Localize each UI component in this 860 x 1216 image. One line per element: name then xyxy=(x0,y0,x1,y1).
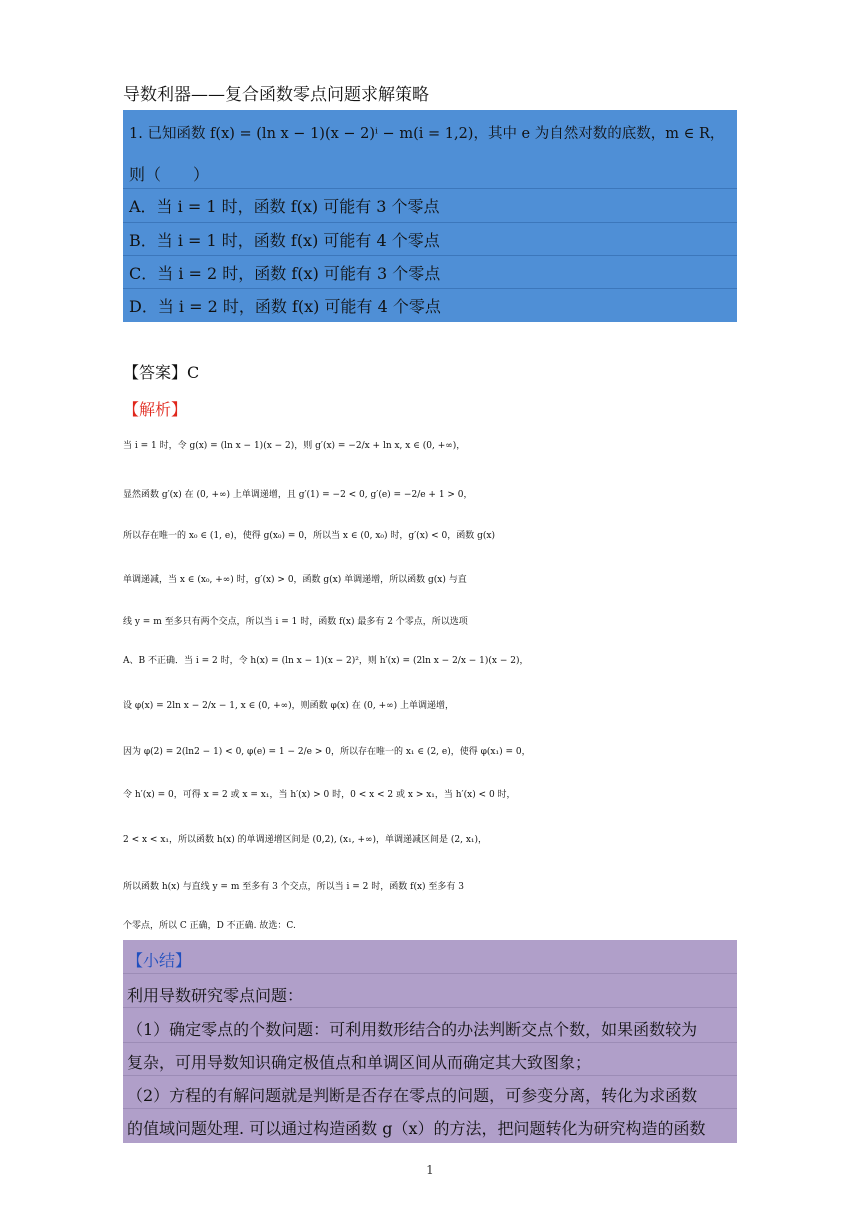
solution-line-8: 因为 φ(2) = 2(ln2 − 1) < 0, φ(e) = 1 − 2/e > 0，所以存在唯一的 x₁ ∈ (2, e)，使得 φ(x₁) = 0， xyxy=(123,747,531,757)
question-stem-line-1: 1. 已知函数 f(x) = (ln x − 1)(x − 2)ⁱ − m(i = 1,2)，其中 e 为自然对数的底数，m ∈ R， xyxy=(129,126,725,142)
option-b: B．当 i = 1 时，函数 f(x) 可能有 4 个零点 xyxy=(129,231,440,250)
option-d: D．当 i = 2 时，函数 f(x) 可能有 4 个零点 xyxy=(129,297,441,316)
solution-line-10: 2 < x < x₁，所以函数 h(x) 的单调递增区间是 (0,2), (x₁, +∞)，单调递减区间是 (2, x₁)， xyxy=(123,835,488,845)
summary-divider xyxy=(123,1075,737,1076)
question-box xyxy=(123,110,737,322)
option-c: C．当 i = 2 时，函数 f(x) 可能有 3 个零点 xyxy=(129,264,441,283)
summary-line-4: （2）方程的有解问题就是判断是否存在零点的问题，可参变分离，转化为求函数 xyxy=(127,1086,698,1105)
summary-line-5: 的值域问题处理. 可以通过构造函数 g（x）的方法，把问题转化为研究构造的函数 xyxy=(127,1119,706,1138)
document-title: 导数利器——复合函数零点问题求解策略 xyxy=(123,85,429,105)
solution-line-3: 所以存在唯一的 x₀ ∈ (1, e)，使得 g(x₀) = 0，所以当 x ∈ (0, x₀) 时，g′(x) < 0，函数 g(x) xyxy=(123,531,495,541)
summary-box xyxy=(123,940,737,1143)
summary-divider xyxy=(123,973,737,974)
solution-line-5: 线 y = m 至多只有两个交点，所以当 i = 1 时，函数 f(x) 最多有 2 个零点，所以选项 xyxy=(123,617,468,627)
solution-line-9: 令 h′(x) = 0，可得 x = 2 或 x = x₁，当 h′(x) > 0 时，0 < x < 2 或 x > x₁，当 h′(x) < 0 时， xyxy=(123,790,516,800)
solution-line-11: 所以函数 h(x) 与直线 y = m 至多有 3 个交点，所以当 i = 2 时，函数 f(x) 至多有 3 xyxy=(123,882,464,892)
solution-line-2: 显然函数 g′(x) 在 (0, +∞) 上单调递增，且 g′(1) = −2 < 0, g′(e) = −2/e + 1 > 0， xyxy=(123,490,473,500)
summary-line-3: 复杂，可用导数知识确定极值点和单调区间从而确定其大致图象； xyxy=(127,1053,592,1072)
question-divider xyxy=(123,222,737,223)
solution-line-4: 单调递减，当 x ∈ (x₀, +∞) 时，g′(x) > 0，函数 g(x) 单调递增，所以函数 g(x) 与直 xyxy=(123,575,467,585)
solution-line-7: 设 φ(x) = 2ln x − 2/x − 1, x ∈ (0, +∞)，则函数 φ(x) 在 (0, +∞) 上单调递增， xyxy=(123,701,454,711)
summary-heading: 【小结】 xyxy=(127,951,192,970)
page-number: 1 xyxy=(426,1163,434,1177)
question-divider xyxy=(123,255,737,256)
solution-line-6: A、B 不正确．当 i = 2 时，令 h(x) = (ln x − 1)(x − 2)²，则 h′(x) = (2ln x − 2/x − 1)(x − 2)， xyxy=(123,656,529,666)
summary-divider xyxy=(123,1108,737,1109)
question-divider xyxy=(123,188,737,189)
summary-line-2: （1）确定零点的个数问题：可利用数形结合的办法判断交点个数，如果函数较为 xyxy=(127,1020,698,1039)
solution-line-12: 个零点，所以 C 正确，D 不正确. 故选：C. xyxy=(123,921,296,931)
question-divider xyxy=(123,288,737,289)
solution-line-1: 当 i = 1 时，令 g(x) = (ln x − 1)(x − 2)，则 g′(x) = −2/x + ln x, x ∈ (0, +∞)， xyxy=(123,441,466,451)
answer-label: 【答案】C xyxy=(123,363,200,382)
option-a: A．当 i = 1 时，函数 f(x) 可能有 3 个零点 xyxy=(129,197,440,216)
summary-line-1: 利用导数研究零点问题： xyxy=(127,986,304,1005)
summary-divider xyxy=(123,1042,737,1043)
question-stem-line-2: 则（ ） xyxy=(129,165,210,184)
summary-divider xyxy=(123,1007,737,1008)
analysis-heading: 【解析】 xyxy=(123,400,188,419)
